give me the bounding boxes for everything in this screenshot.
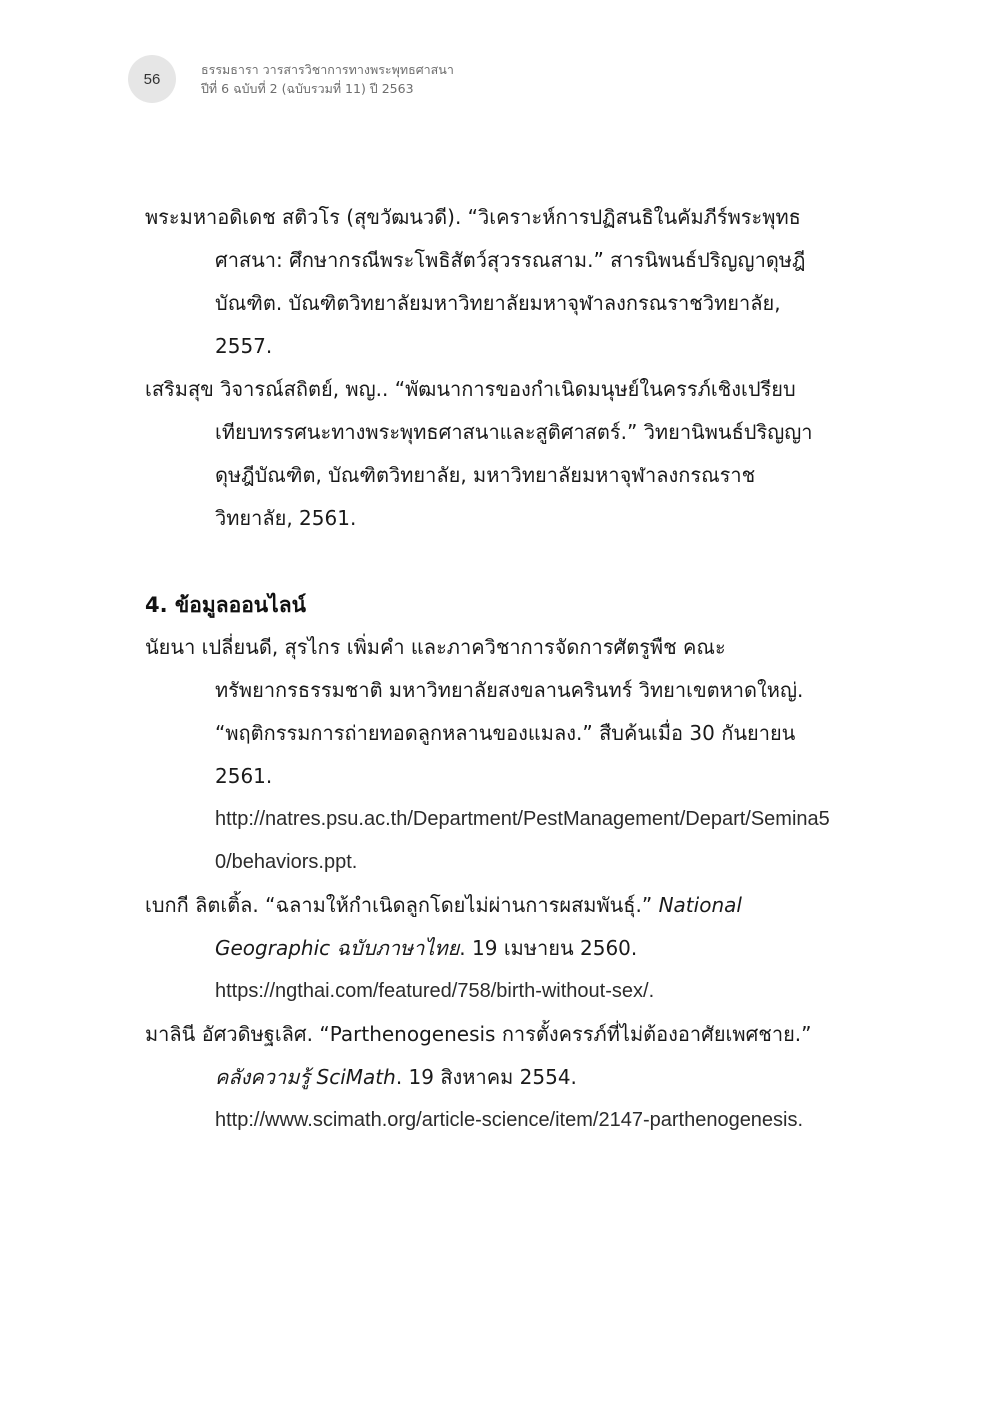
bibliography <box>145 196 830 1142</box>
reference-url[interactable]: http://natres.psu.ac.th/Department/PestManagement/Depart/Semina50/behaviors.ppt. <box>215 808 830 873</box>
reference-entry <box>145 626 830 884</box>
running-header <box>201 60 454 98</box>
reference-text: มาลินี อัศวดิษฐเลิศ. “Parthenogenesis การตั้งครรภ์ที่ไม่ต้องอาศัยเพศชาย.” <box>145 1022 812 1046</box>
publication-title: คลังความรู้ SciMath <box>215 1065 396 1089</box>
reference-entry <box>145 1013 830 1142</box>
reference-entry <box>145 368 830 540</box>
journal-title: ธรรมธารา วารสารวิชาการทางพระพุทธศาสนา <box>201 62 454 77</box>
reference-url[interactable]: https://ngthai.com/featured/758/birth-without-sex/. <box>215 980 655 1002</box>
reference-text: พระมหาอดิเดช สติวโร (สุขวัฒนวดี). “วิเคราะห์การปฏิสนธิในคัมภีร์พระพุทธศาสนา: ศึกษากรณีพระโพธิสัตว์สุวรรณสาม.” สารนิพนธ์ปริญญาดุษฎีบัณฑิต. บัณฑิตวิทยาลัยมหาวิทยาลัยมหาจุฬาลงกรณราชวิทยาลัย, 2557. <box>145 205 806 358</box>
reference-entry <box>145 196 830 368</box>
reference-text: เบกกี ลิตเติ้ล. “ฉลามให้กำเนิดลูกโดยไม่ผ่านการผสมพันธุ์.” <box>145 893 659 917</box>
publication-title: National Geographic ฉบับภาษาไทย <box>215 893 742 960</box>
issue-line: ปีที่ 6 ฉบับที่ 2 (ฉบับรวมที่ 11) ปี 2563 <box>201 81 414 96</box>
page-number: 56 <box>143 70 161 88</box>
reference-date: . 19 สิงหาคม 2554. <box>395 1065 577 1089</box>
reference-text: เสริมสุข วิจารณ์สถิตย์, พญ.. “พัฒนาการของกำเนิดมนุษย์ในครรภ์เชิงเปรียบเทียบทรรศนะทางพระพุทธศาสนาและสูติศาสตร์.” วิทยานิพนธ์ปริญญาดุษฎีบัณฑิต, บัณฑิตวิทยาลัย, มหาวิทยาลัยมหาจุฬาลงกรณราชวิทยาลัย, 2561. <box>145 377 813 530</box>
reference-url[interactable]: http://www.scimath.org/article-science/item/2147-parthenogenesis. <box>215 1109 804 1131</box>
reference-date: . 19 เมษายน 2560. <box>459 936 638 960</box>
reference-entry <box>145 884 830 1013</box>
reference-text: นัยนา เปลี่ยนดี, สุรไกร เพิ่มคำ และภาควิชาการจัดการศัตรูพืช คณะทรัพยากรธรรมชาติ มหาวิทยาลัยสงขลานครินทร์ วิทยาเขตหาดใหญ่. “พฤติกรรมการถ่ายทอดลูกหลานของแมลง.” สืบค้นเมื่อ 30 กันยายน 2561. <box>145 635 804 788</box>
page-number-badge <box>128 55 176 103</box>
section-heading: 4. ข้อมูลออนไลน์ <box>145 593 306 617</box>
